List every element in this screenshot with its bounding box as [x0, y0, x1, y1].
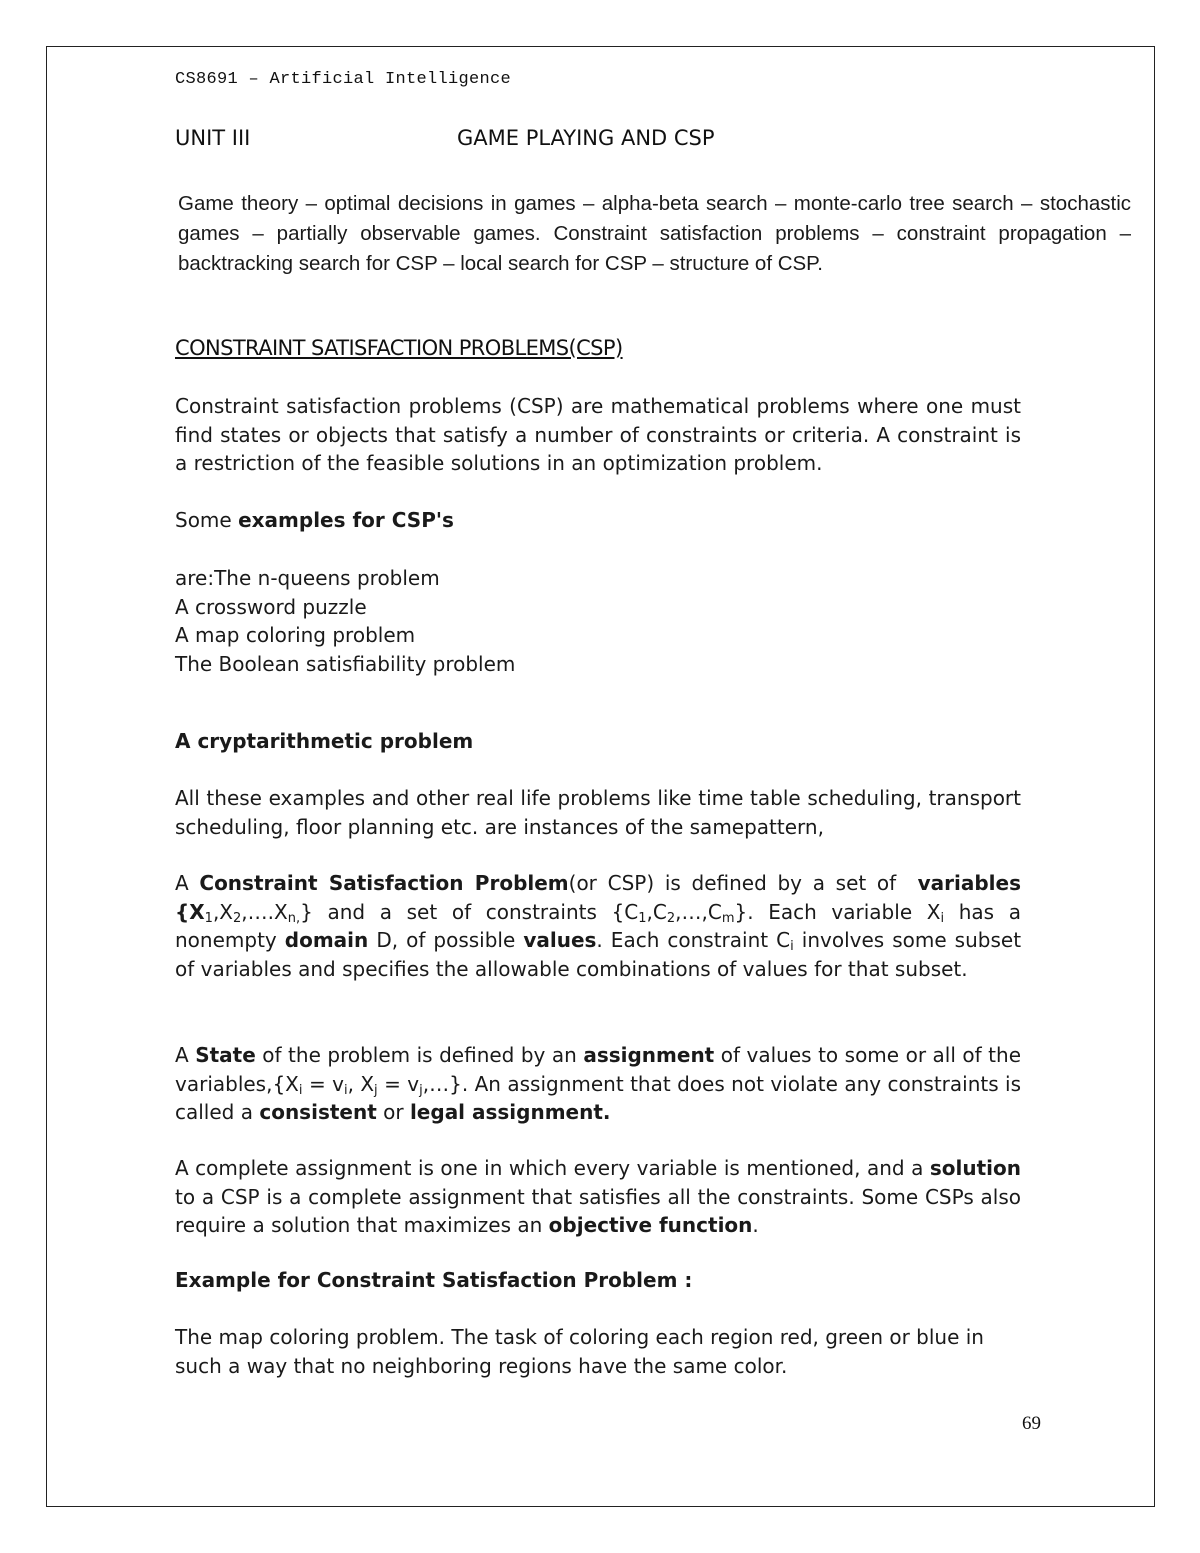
list-item: are:The n-queens problem	[175, 566, 440, 590]
unit-number: UNIT III	[175, 126, 251, 150]
examples-lead	[175, 506, 454, 535]
section-heading: CONSTRAINT SATISFACTION PROBLEMS(CSP)	[175, 336, 623, 360]
complete-assignment-paragraph: A complete assignment is one in which every variable is mentioned, and a solution to a CSP is a complete assignment that satisfies all the constraints. Some CSPs also require a solution that maximizes an objective function.	[175, 1156, 1021, 1237]
examples-list	[175, 564, 515, 678]
intro-text: Constraint satisfaction problems (CSP) are mathematical problems where one must find states or objects that satisfy a number of constraints or criteria. A constraint is a restriction of the feasible solutions in an optimization problem.	[175, 394, 1021, 475]
cryptarithmetic-heading: A cryptarithmetic problem	[175, 729, 474, 753]
list-item: The Boolean satisfiability problem	[175, 651, 516, 676]
list-item: A map coloring problem	[175, 623, 416, 647]
syllabus-topics: Game theory – optimal decisions in games – alpha-beta search – monte-carlo tree search – stochastic games – partially observable games. Constraint satisfaction problems – constraint propagation – backtracking search for CSP – local search for CSP – structure of CSP.	[178, 192, 1131, 275]
map-coloring-paragraph: The map coloring problem. The task of coloring each region red, green or blue in such a way that no neighboring regions have the same color.	[175, 1325, 984, 1378]
definition-paragraph: A Constraint Satisfaction Problem(or CSP) is defined by a set of variables $\{X_1,X_2,\dots.X_{n,}\}$ and a set of constraints $\{C_1,C_2,\dots,C_m\}$. Each variable $X_i$ has a nonempty domain D, of possible values. Each constraint $C_i$ involves some subset of variables and specifies the allowable combinations of values for that subset.	[175, 871, 1022, 981]
instances-text: All these examples and other real life problems like time table scheduling, transport scheduling, floor planning etc. are instances of the samepattern,	[175, 786, 1021, 839]
course-header: CS8691 – Artificial Intelligence	[175, 70, 512, 89]
example-heading: Example for Constraint Satisfaction Problem :	[175, 1268, 693, 1292]
examples-lead-bold: examples for CSP's	[238, 508, 454, 532]
page-number: 69	[1022, 1413, 1041, 1434]
examples-lead-plain: Some	[175, 508, 232, 532]
instances-paragraph	[175, 784, 1021, 841]
intro-paragraph	[175, 392, 1021, 478]
list-item: A crossword puzzle	[175, 594, 367, 619]
unit-title: GAME PLAYING AND CSP	[457, 126, 715, 150]
state-paragraph: A State of the problem is defined by an assignment of values to some or all of the $variables,\{X_i = v_i$, $X_j$ = $v_j,\dots$}. An assignment that does not violate any constraints is called a consistent or legal assignment.	[175, 1043, 1022, 1124]
